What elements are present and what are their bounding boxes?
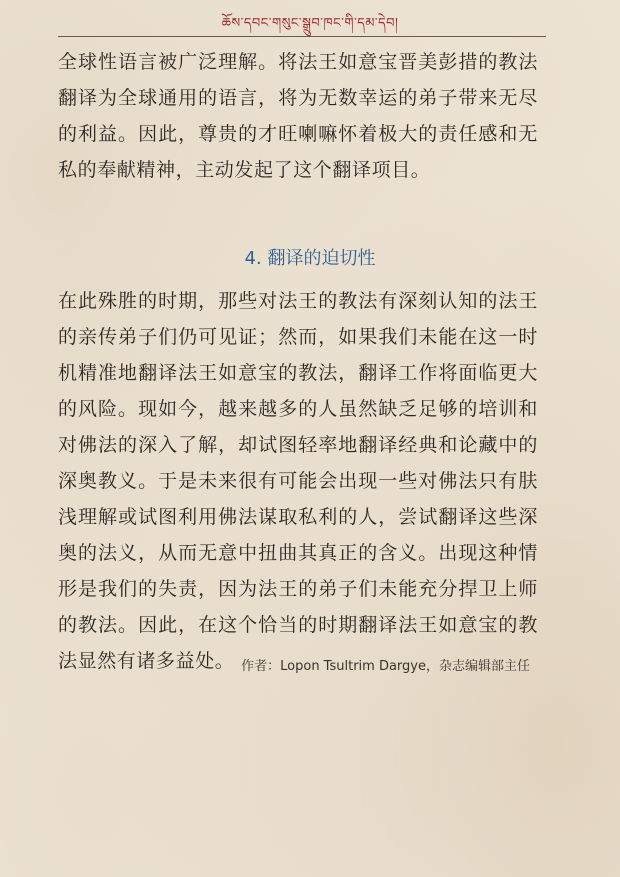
- header-divider: [58, 36, 546, 37]
- body-paragraph-1: 全球性语言被广泛理解。将法王如意宝晋美彭措的教法翻译为全球通用的语言，将为无数幸运的弟子带来无尽的利益。因此，尊贵的才旺喇嘛怀着极大的责任感和无私的奉献精神，主动发起了这个翻译项目。: [58, 51, 538, 181]
- author-credit: 作者：Lopon Tsultrim Dargye，杂志编辑部主任: [241, 659, 530, 674]
- body-paragraph-2: 在此殊胜的时期，那些对法王的教法有深刻认知的法王的亲传弟子们仍可见证；然而，如果我们未能在这一时机精准地翻译法王如意宝的教法，翻译工作将面临更大的风险。现如今，越来越多的人虽然缺乏足够的培训和对佛法的深入了解，却试图轻率地翻译经典和论藏中的深奥教义。于是未来很有可能会出现一些对佛法只有肤浅理解或试图利用佛法谋取私利的人，尝试翻译这些深奥的法义，从而无意中扭曲其真正的含义。出现这种情形是我们的失责，因为法王的弟子们未能充分捍卫上师的教法。因此，在这个恰当的时期翻译法王如意宝的教法显然有诸多益处。: [58, 290, 538, 672]
- section-heading: 4. 翻译的迫切性: [244, 248, 376, 269]
- running-header-title: ཆོས་དབང་གསུང་སྒྲུབ་ཁང་གི་དམ་དེབ།: [221, 16, 399, 31]
